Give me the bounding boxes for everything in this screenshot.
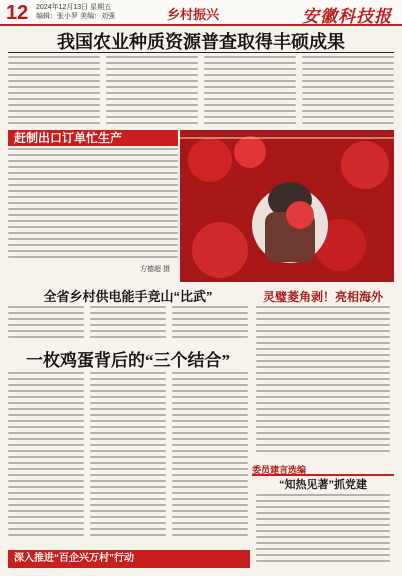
text-line: [204, 92, 296, 94]
date-line: 2024年12月13日 星期五: [36, 4, 112, 11]
text-line: [302, 68, 394, 70]
text-line: [8, 498, 84, 500]
a2-col-1: [8, 306, 84, 342]
text-line: [8, 110, 100, 112]
text-line: [90, 438, 166, 440]
text-line: [204, 80, 296, 82]
text-line: [8, 480, 84, 482]
text-line: [256, 348, 390, 350]
text-line: [8, 450, 84, 452]
text-line: [172, 498, 248, 500]
text-line: [204, 122, 296, 124]
text-line: [90, 384, 166, 386]
text-line: [256, 306, 390, 308]
text-line: [256, 524, 390, 526]
text-line: [256, 438, 390, 440]
text-line: [172, 522, 248, 524]
text-line: [204, 104, 296, 106]
text-line: [302, 122, 394, 124]
text-line: [256, 420, 390, 422]
text-line: [256, 366, 390, 368]
text-line: [90, 510, 166, 512]
text-line: [172, 492, 248, 494]
text-line: [8, 432, 84, 434]
lanterns-scene: [180, 130, 394, 282]
text-line: [256, 396, 390, 398]
text-line: [90, 306, 166, 308]
text-line: [90, 414, 166, 416]
text-line: [8, 306, 84, 308]
text-line: [8, 74, 100, 76]
text-line: [8, 330, 84, 332]
text-line: [256, 512, 390, 514]
text-line: [172, 438, 248, 440]
text-line: [172, 534, 248, 536]
text-line: [302, 92, 394, 94]
text-line: [204, 68, 296, 70]
lead-col-2: [106, 56, 198, 130]
text-line: [302, 110, 394, 112]
text-line: [302, 80, 394, 82]
text-line: [256, 408, 390, 410]
text-line: [8, 154, 178, 156]
text-line: [8, 166, 178, 168]
text-line: [106, 62, 198, 64]
text-line: [172, 426, 248, 428]
text-line: [90, 534, 166, 536]
text-line: [204, 74, 296, 76]
feature-band: 赶制出口订单忙生产: [8, 130, 178, 146]
text-line: [256, 542, 390, 544]
text-line: [106, 56, 198, 58]
text-line: [8, 336, 84, 338]
text-line: [8, 492, 84, 494]
text-line: [8, 56, 100, 58]
text-line: [8, 444, 84, 446]
text-line: [90, 312, 166, 314]
text-line: [90, 444, 166, 446]
text-line: [90, 492, 166, 494]
text-line: [256, 506, 390, 508]
text-line: [256, 536, 390, 538]
text-line: [256, 384, 390, 386]
text-line: [256, 354, 390, 356]
a2-col-2: [90, 306, 166, 342]
feature-caption: [8, 148, 178, 276]
text-line: [8, 510, 84, 512]
photo-credit: 方德超 摄: [140, 266, 170, 273]
text-line: [256, 432, 390, 434]
text-line: [90, 474, 166, 476]
text-line: [90, 498, 166, 500]
text-line: [8, 474, 84, 476]
text-line: [172, 324, 248, 326]
text-line: [8, 104, 100, 106]
text-line: [8, 534, 84, 536]
text-line: [256, 390, 390, 392]
text-line: [8, 62, 100, 64]
text-line: [106, 122, 198, 124]
text-line: [8, 426, 84, 428]
text-line: [8, 528, 84, 530]
text-line: [172, 396, 248, 398]
text-line: [172, 432, 248, 434]
text-line: [172, 318, 248, 320]
text-line: [302, 98, 394, 100]
text-line: [90, 504, 166, 506]
text-line: [302, 116, 394, 118]
text-line: [256, 336, 390, 338]
text-line: [90, 516, 166, 518]
text-line: [172, 474, 248, 476]
text-line: [90, 336, 166, 338]
paper-name: 安徽科技报: [302, 7, 392, 26]
text-line: [8, 68, 100, 70]
text-line: [256, 554, 390, 556]
text-line: [8, 86, 100, 88]
text-line: [256, 312, 390, 314]
text-line: [106, 80, 198, 82]
text-line: [90, 432, 166, 434]
side2-section-title: 委员建言选编: [252, 465, 307, 475]
article2-body: [8, 306, 248, 342]
text-line: [8, 420, 84, 422]
text-line: [172, 504, 248, 506]
lead-col-4: [302, 56, 394, 130]
text-line: [256, 530, 390, 532]
text-line: [204, 62, 296, 64]
text-line: [106, 98, 198, 100]
text-line: [90, 420, 166, 422]
text-line: [8, 172, 178, 174]
article3-headline: 一枚鸡蛋背后的“三个结合”: [26, 351, 230, 370]
text-line: [8, 92, 100, 94]
text-line: [172, 444, 248, 446]
a2-col-3: [172, 306, 248, 342]
text-line: [8, 202, 178, 204]
text-line: [90, 396, 166, 398]
text-line: [256, 372, 390, 374]
text-line: [90, 522, 166, 524]
text-line: [256, 402, 390, 404]
text-line: [90, 318, 166, 320]
masthead-meta: [36, 3, 115, 21]
side2-body: [256, 494, 390, 566]
text-line: [8, 232, 178, 234]
text-line: [8, 256, 178, 258]
text-line: [302, 74, 394, 76]
text-line: [90, 462, 166, 464]
text-line: [172, 450, 248, 452]
text-line: [90, 486, 166, 488]
a3-col-2: [90, 372, 166, 546]
text-line: [8, 122, 100, 124]
text-line: [90, 468, 166, 470]
text-line: [8, 396, 84, 398]
text-line: [204, 116, 296, 118]
text-line: [256, 548, 390, 550]
text-line: [90, 372, 166, 374]
text-line: [90, 456, 166, 458]
text-line: [8, 372, 84, 374]
text-line: [8, 516, 84, 518]
text-line: [8, 378, 84, 380]
text-line: [8, 226, 178, 228]
text-line: [8, 148, 178, 150]
text-line: [8, 250, 178, 252]
text-line: [90, 450, 166, 452]
text-line: [256, 518, 390, 520]
text-line: [8, 160, 178, 162]
text-line: [256, 444, 390, 446]
text-line: [172, 312, 248, 314]
text-line: [90, 378, 166, 380]
lead-col-3: [204, 56, 296, 130]
text-line: [172, 468, 248, 470]
text-line: [90, 426, 166, 428]
editor-line: 编辑：张小罗 美编：刘强: [36, 13, 115, 20]
text-line: [8, 80, 100, 82]
text-line: [8, 414, 84, 416]
text-line: [90, 480, 166, 482]
lead-col-1: [8, 56, 100, 130]
text-line: [302, 62, 394, 64]
text-line: [172, 420, 248, 422]
text-line: [204, 56, 296, 58]
text-line: [8, 214, 178, 216]
text-line: [172, 378, 248, 380]
text-line: [256, 560, 390, 562]
text-line: [256, 330, 390, 332]
text-line: [8, 384, 84, 386]
text-line: [172, 510, 248, 512]
text-line: [8, 402, 84, 404]
article3-body: [8, 372, 248, 546]
lead-headline: 我国农业种质资源普查取得丰硕成果: [57, 32, 345, 52]
text-line: [106, 68, 198, 70]
text-line: [8, 318, 84, 320]
text-line: [256, 450, 390, 452]
text-line: [172, 408, 248, 410]
text-line: [172, 372, 248, 374]
a3-col-3: [172, 372, 248, 546]
lead-rule: [8, 52, 394, 53]
text-line: [256, 500, 390, 502]
text-line: [8, 178, 178, 180]
text-line: [8, 116, 100, 118]
text-line: [8, 238, 178, 240]
text-line: [172, 390, 248, 392]
side1-body: [256, 306, 390, 456]
article2-headline: 全省乡村供电能手竞山“比武”: [43, 289, 213, 304]
text-line: [8, 184, 178, 186]
text-line: [8, 208, 178, 210]
text-line: [172, 402, 248, 404]
text-line: [8, 190, 178, 192]
text-line: [172, 336, 248, 338]
text-line: [172, 330, 248, 332]
text-line: [8, 456, 84, 458]
text-line: [8, 220, 178, 222]
text-line: [106, 104, 198, 106]
text-line: [90, 324, 166, 326]
text-line: [256, 494, 390, 496]
text-line: [8, 324, 84, 326]
text-line: [8, 486, 84, 488]
section-title: 乡村振兴: [167, 7, 220, 22]
side2-headline: “知热见著”抓党建: [279, 479, 367, 491]
text-line: [106, 116, 198, 118]
text-line: [302, 56, 394, 58]
text-line: [256, 426, 390, 428]
text-line: [8, 462, 84, 464]
text-line: [172, 414, 248, 416]
text-line: [172, 486, 248, 488]
text-line: [8, 468, 84, 470]
side1-headline: 灵璧菱角剥！亮相海外: [262, 290, 383, 304]
text-line: [256, 324, 390, 326]
a3-col-1: [8, 372, 84, 546]
lead-body: [8, 56, 394, 130]
text-line: [90, 408, 166, 410]
text-line: [256, 360, 390, 362]
text-line: [256, 378, 390, 380]
text-line: [106, 92, 198, 94]
footer-banner: 深入推进“百企兴万村”行动: [8, 550, 250, 568]
text-line: [8, 390, 84, 392]
text-line: [172, 456, 248, 458]
text-line: [90, 528, 166, 530]
side2-section-bar: [252, 460, 394, 476]
text-line: [204, 98, 296, 100]
text-line: [172, 516, 248, 518]
text-line: [90, 390, 166, 392]
text-line: [106, 86, 198, 88]
text-line: [8, 98, 100, 100]
text-line: [8, 408, 84, 410]
text-line: [8, 438, 84, 440]
text-line: [8, 312, 84, 314]
text-line: [204, 86, 296, 88]
text-line: [90, 402, 166, 404]
text-line: [172, 528, 248, 530]
text-line: [256, 342, 390, 344]
text-line: [172, 462, 248, 464]
text-line: [302, 86, 394, 88]
page-number: 12: [6, 2, 29, 24]
text-line: [302, 104, 394, 106]
feature-photo: [180, 130, 394, 282]
text-line: [172, 480, 248, 482]
text-line: [106, 110, 198, 112]
text-line: [172, 306, 248, 308]
text-line: [8, 244, 178, 246]
text-line: [8, 196, 178, 198]
text-line: [8, 522, 84, 524]
text-line: [8, 504, 84, 506]
text-line: [256, 318, 390, 320]
text-line: [256, 414, 390, 416]
text-line: [172, 384, 248, 386]
text-line: [106, 74, 198, 76]
text-line: [90, 330, 166, 332]
masthead: [0, 0, 402, 26]
text-line: [204, 110, 296, 112]
